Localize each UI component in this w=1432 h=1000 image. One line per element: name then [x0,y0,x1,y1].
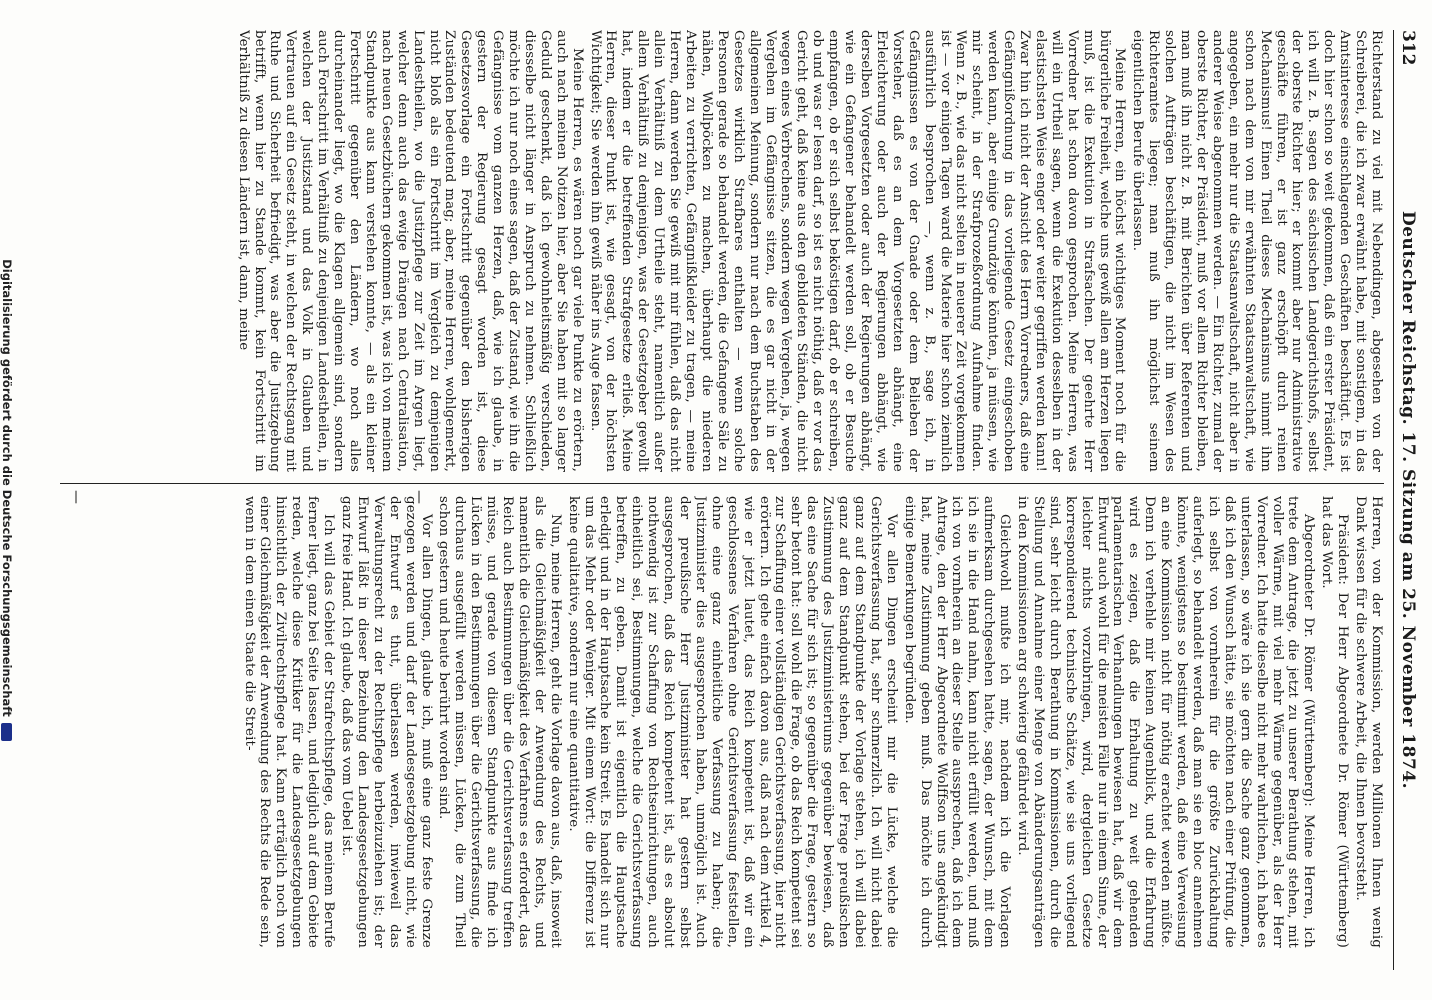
right-column [55,496,1384,948]
paragraph: Gleichwohl mußte ich mir, nachdem ich die Vorlagen aufmerksam durchgesehen hatte, sagen, der Wunsch, mit dem ich sie in die Hand nahm, kann nicht erfüllt werden, und muß ich von vornherein an dieser Stelle aussprechen, daß ich dem Antrage, den der Herr Abgeordnete Wolffson uns angekündigt hat, meine Zustimmung geben muß. Das möchte ich durch einige Bemerkungen begründen. [901,496,1013,948]
paragraph: Vor allen Dingen, glaube ich, muß eine ganz feste Grenze gezogen werden und darf der Landesgesetzgebung nicht, wie der Entwurf es thut, überlassen werden, inwieweil das Verwaltungsrecht zu der Rechtspflege herbeizuziehen ist; der Entwurf läßt in dieser Beziehung den Landesgesetzgebungen ganz freie Hand. Ich glaube, daß das vom Uebel ist. [339,496,434,948]
paragraph: Richterstand zu viel mit Nebendingen, abgesehen von der Schreiberei, die ich zwar erwähnt habe, mit sonstigem, in das Amtsinteresse einschlagenden Geschäften beschäftigt. Es ist doch hier schon so weit gekommen, daß ein erster Präsident, ich will z. B. sagen des sächsischen Landgerichtshofs, selbst der oberste Richter hier; er kommt aber nur Administrative geschäfte führen, er ist ganz erschöpft durch reinen Mechanismus! Einen Theil dieses Mechanismus nimmt ihm schon nach dem von mir erwähnten Staatsanwaltschaft, wie angegeben, ein mehr nur die Staatsanwaltschaft, nicht aber in anderer Weise abgenommen werden. — Ein Richter, zumal der oberste Richter, der Präsident, muß vor allem Richter bleiben, man muß ihn nicht z. B. mit Berichten über Referenten und solchen Aufträgen beschäftigen, die nicht im Wesen des Richteramtes liegen; man muß ihn möglichst seinem eigentlichen Berufe überlassen. [1130,30,1384,472]
margin-mark: — [68,490,84,504]
paragraph: Meine Herren, es wären noch gar viele Punkte zu erörtern, auch nach meinen Notizen hier, aber Sie haben mit so langer Geduld geschenkt, daß ich gewohnheitsmäßig verschieden, diesselbe nicht länger in Anspruch zu nehmen. Schließlich möchte ich nur noch eines sagen, daß der Zustand, wie ihn die Gefängnisse vom ganzen Herzen, daß, wie ich glaube, in gestern der Regierung gesagt worden ist, diese Gesetzesvorlage ein Fortschritt gegenüber den bisherigen Zuständen bedeutend mag; aber, meine Herren, wohlgemerkt, nicht bloß als ein Fortschritt im Vergleich zu demjenigen Landestheilen, wo die Justizpflege zur Zeit im Argen liegt, welcher denn auch das ewige Drängen nach Centralisation, nach neuen Gesetzbüchern gekommen ist, was ich von meinem Standpunkte aus kann verstehen konnte, — als ein kleiner Fortschritt gegenüber den Ländern, wo noch alles durcheinander liegt, wo die Klagen allgemein sind, sondern auch Fortschritt im Verhältniß zu denjenigen Landestheilen, in welchen der Justizstand und das Volk in Glauben und Vertrauen auf ein Gesetz steht, in welchen der Rechtsgang mit Ruhe und Sicherheit befriedigt, was aber die Justizgebung betrifft, wenn hier zu Stande kommt, kein Fortschritt im Verhältniß zu diesen Ländern ist, dann, meine [235,30,585,472]
paragraph: Herren, von der Kommission, werden Millionen Ihnen wenig Dank wissen für die schwere Arbeit, die Ihnen bevorsteht. [1353,496,1384,948]
paragraph: Ich will das Gebiet der Strafrechtspflege, das meinem Berufe ferner liegt, ganz bei Seite lassen, und lediglich auf dem Gebiete reden, welche diese Kritiker für die Landesgesetzgebungen hinsichtlich der Zivilrechtspflege hat. Kann erträglich noch von einer Gleichmäßigkeit der Anwendung des Rechts die Rede sein, wenn in dem einen Staate die Streit- [241,496,337,948]
paragraph: Meine Herren, ein höchst wichtiges Moment noch für die bürgerliche Freiheit, welche uns gewiß allen am Herzen liegen muß, ist die Exekution in Strafsachen. Der geehrte Herr Vorredner hat schon davon gesprochen. Meine Herren, was will ein Urtheil sagen, wenn die Exekution desselben in der elastischsten Weise enger oder weiter gegriffen werden kann! Zwar hin ich nicht der Ansicht des Herrn Vorredners, daß eine Gefängnißordnung in das vorliegende Gesetz eingeschoben werden kann, aber einige Grundzüge könnten, ja müssen, wie mir scheint, in der Strafprozeßordnung Aufnahme finden. Wenn z. B., wie das nicht selten in neuerer Zeit vorgekommen ist — vor einigen Tagen ward die Materie hier schon ziemlich ausführlich besprochen —, wenn z. B., sage ich, in Gefängnissen es von der Gnade oder dem Belieben der Vorsteher, daß es an dem Vorgesetzten abhängt, eine Erleichterung oder auch der Regierungen abhängt, wie derselben Vorgesetzten oder auch der Regierungen abhängt, wie ein Gefangener behandelt werden soll, ob er Besuche empfangen, ob er sich selbst beköstigen darf, ob er schreiben, ob und was er lesen darf, so ist es nicht nöthig, daß er vor das Gericht geht, daß keine aus den gebildeten Ständen, die nicht wegen eines Verbrechens, sondern wegen Vergehen, ja, wegen Vergehen im Gefängnisse sitzen, die es gar nicht in der allgemeinen Meinung, sondern nur nach dem Buchstaben des Gesetzes wirklich Strafbares enthalten — wenn solche Personen gerade so behandelt werden, die Gefangene Säle zu nähen, Wollpöcken zu machen, überhaupt die niederen Arbeiten zu verrichten, Gefängnißkleider zu tragen, — meine Herren, dann werden Sie gewiß mit mir fühlen, daß das nicht allein Verhältniß zu dem Urtheile steht, namentlich außer allem Verhältniß zu demjenigen, was der Gesetzgeber gewollt hat, indem er die betreffenden Strafgesetze erließ. Meine Herren, dieser Punkt ist, wie gesagt, von der höchsten Wichtigkeit; Sie werden ihn gewiß näher ins Auge fassen. [587,30,1128,472]
column-divider [60,483,1384,484]
margin-mark: — [411,490,427,504]
paragraph: Nun, meine Herren, geht die Vorlage davon aus, daß, insoweit als die Gleichmäßigkeit der Anwendung des Rechts, und namentlich die Gleichmäßigkeit des Verfahrens es erfordert, das Reich auch Bestimmungen über die Gerichtsverfassung treffen müsse, und gerade von diesem Standpunkte aus finde ich Lücken in den Bestimmungen über die Gerichtsverfassung, die durchaus ausgefüllt werden müssen, Lücken, die zum Theil schon gestern und heute berührt worden sind. [436,496,563,948]
left-column [55,30,1384,472]
paragraph: Abgeordneter Dr. Römer (Württemberg): Meine Herren, ich trete dem Antrage, die jetzt zu unserer Berathung stehen, mit voller Wärme, mit viel mehr Wärme gegenüber, als der Herr Vorredner. Ich hatte dieselbe nicht mehr wahrlichen, ich habe es unterlassen, so wäre ich sie gern die Sache ganz genommen, daß ich den Wunsch hätte, sie möchten nach einer Prüfung, die ich selbst von vornherein für die größte Zurückhaltung auferlegt, so behandelt werden, daß man sie en bloc annehmen könnte, wenigstens so bestimmt werden, daß eine Verweisung an eine Kommission nicht für nöthig erachtet werden müßte. Denn ich verhehle mir keinen Augenblick, und die Erfahrung wird es zeigen, daß die Erhaltung zu weit gehenden parlamentarischen Verhandlungen bewiesen hat, daß wir dem Entwurf auch wohl für die meisten Fälle nur in einem Sinne, der leichter nichts vorzubringen, wird, dergleichen Gesetze korrespondierend technische Schätze, wie sie uns vorliegend sind, sehr leicht durch Berathung in Kommissionen, durch die Stellung und Annahme einer Menge von Abänderungsanträgen in den Kommissionen arg schwierig gefährdet wird. [1015,496,1317,948]
paragraph: Präsident: Der Herr Abgeordnete Dr. Römer (Württemberg) hat das Wort. [1319,496,1351,948]
credit-text: Digitalisierung gefördert durch die Deutsche Forschungsgemeinschaft [0,259,14,717]
paragraph: Vor allen Dingen erscheint mir die Lücke, welche die Gerichtsverfassung hat, sehr schmerzlich. Ich will nicht dabei ganz auf dem Standpunkte der Vorlage stehen, ich will dabei ganz auf dem Standpunkt stehen, bei der Frage preußischen Zustimmung des Justizministeriums gegenüber bewiesen, daß das eine Sache für sich ist; so gegenüber die Frage, gestern so sehr betont hat: soll wohl die Frage, ob das Reich kompetent sei zur Schaffung einer vollständigen Gerichtsverfassung, hier nicht erörtern. Ich gehe einfach davon aus, daß nach dem Artikel 4, wie er jetzt lautet, das Reich kompetent ist, daß wir ein geschlossenes Verfahren ohne Gerichtsverfassung feststellen, ohne eine ganz einheitliche Verfassung zu haben; die Justizminister dies ausgesprochen haben, unmöglich ist. Auch der preußische Herr Justizminister hat gestern selbst ausgesprochen, daß das Reich kompetent ist, als es absolut nothwendig ist zur Schaffung von Rechtseinrichtungen, auch einheitlich sei, Bestimmungen, welche die Gerichtsverfassung betreffen, zu geben. Damit ist eigentlich die Hauptsache erledigt und in der Hauptsache kein Streit. Es handelt sich nur um das Mehr oder Weniger. Mit einem Wort: die Differenz ist keine qualitative, sondern nur eine quantitative. [565,496,899,948]
digitization-credit [0,0,14,1000]
page-number: 312 [1398,30,1418,66]
dfg-logo-icon [2,723,13,741]
page-header [1393,30,1420,970]
running-title: Deutscher Reichstag. 17. Sitzung am 25. November 1874. [1398,210,1418,790]
